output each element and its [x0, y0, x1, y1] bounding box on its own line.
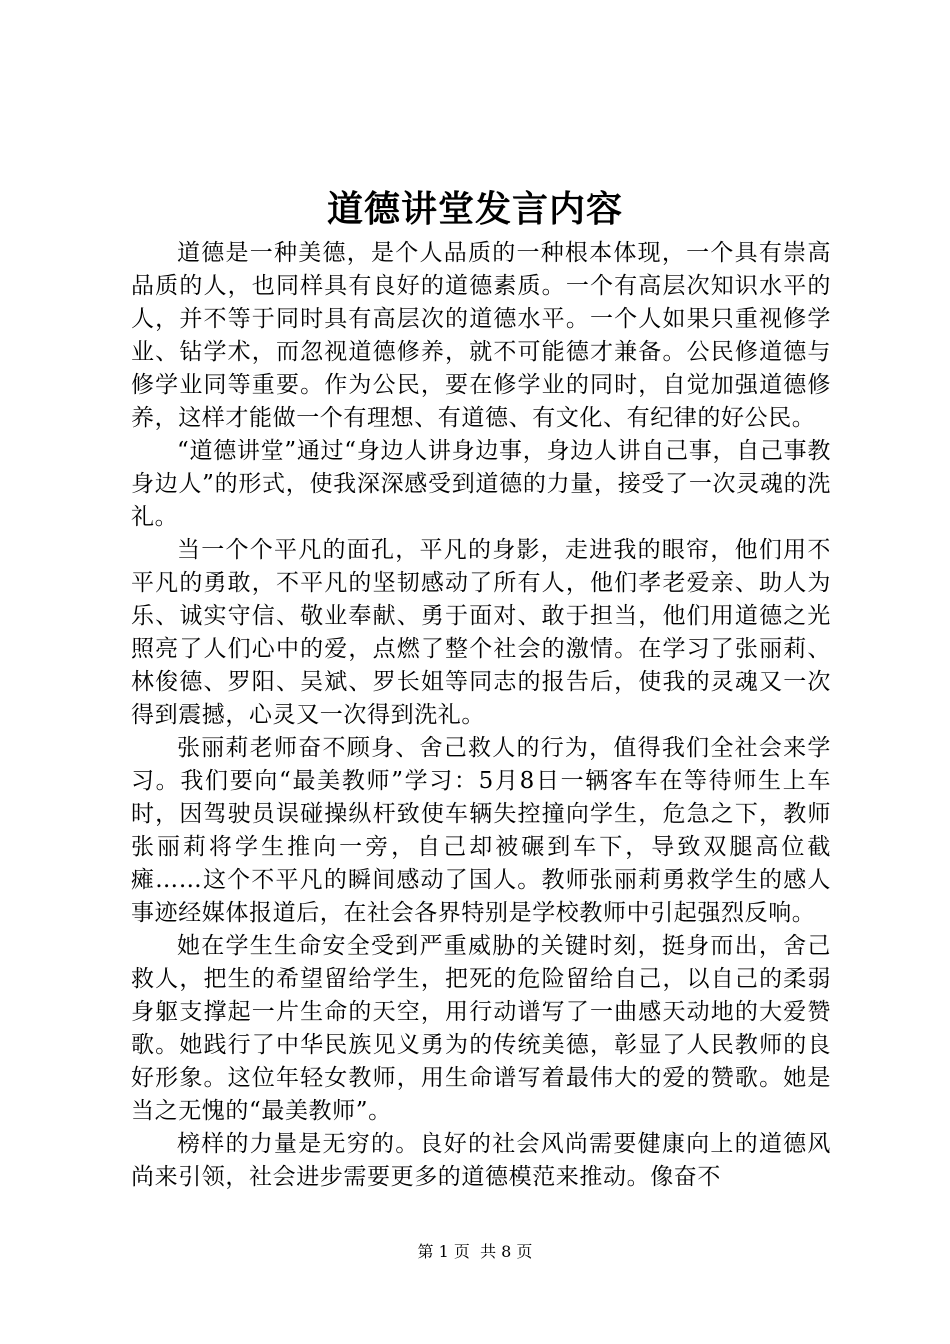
paragraph: 道德是一种美德，是个人品质的一种根本体现，一个具有崇高品质的人，也同样具有良好的道德素质。一个有高层次知识水平的人，并不等于同时具有高层次的道德水平。一个人如果只重视修学业、钻学术，而忽视道德修养，就不可能德才兼备。公民修道德与修学业同等重要。作为公民，要在修学业的同时，自觉加强道德修养，这样才能做一个有理想、有道德、有文化、有纪律的好公民。	[131, 240, 831, 431]
document-body	[131, 237, 831, 1194]
paragraph: “道德讲堂”通过“身边人讲身边事，身边人讲自己事，自己事教身边人”的形式，使我深深感受到道德的力量，接受了一次灵魂的洗礼。	[131, 438, 831, 530]
page-footer	[0, 1240, 950, 1264]
paragraph: 她在学生生命安全受到严重威胁的关键时刻，挺身而出，舍己救人，把生的希望留给学生，把死的危险留给自己，以自己的柔弱身躯支撑起一片生命的天空，用行动谱写了一曲感天动地的大爱赞歌。她践行了中华民族见义勇为的传统美德，彰显了人民教师的良好形象。这位年轻女教师，用生命谱写着最伟大的爱的赞歌。她是当之无愧的“最美教师”。	[131, 933, 831, 1124]
document-title: 道德讲堂发言内容	[326, 188, 623, 230]
paragraph: 张丽莉老师奋不顾身、舍己救人的行为，值得我们全社会来学习。我们要向“最美教师”学习：5月8日一辆客车在等待师生上车时，因驾驶员误碰操纵杆致使车辆失控撞向学生，危急之下，教师张丽莉将学生推向一旁，自己却被碾到车下，导致双腿高位截瘫……这个不平凡的瞬间感动了国人。教师张丽莉勇救学生的感人事迹经媒体报道后，在社会各界特别是学校教师中引起强烈反响。	[131, 735, 831, 926]
paragraph: 榜样的力量是无穷的。良好的社会风尚需要健康向上的道德风尚来引领，社会进步需要更多的道德模范来推动。像奋不	[131, 1131, 831, 1190]
page-number-label: 第 1 页 共 8 页	[417, 1242, 533, 1261]
paragraph: 当一个个平凡的面孔，平凡的身影，走进我的眼帘，他们用不平凡的勇敢，不平凡的坚韧感动了所有人，他们孝老爱亲、助人为乐、诚实守信、敬业奉献、勇于面对、敢于担当，他们用道德之光照亮了人们心中的爱，点燃了整个社会的激情。在学习了张丽莉、林俊德、罗阳、吴斌、罗长姐等同志的报告后，使我的灵魂又一次得到震撼，心灵又一次得到洗礼。	[131, 537, 831, 728]
